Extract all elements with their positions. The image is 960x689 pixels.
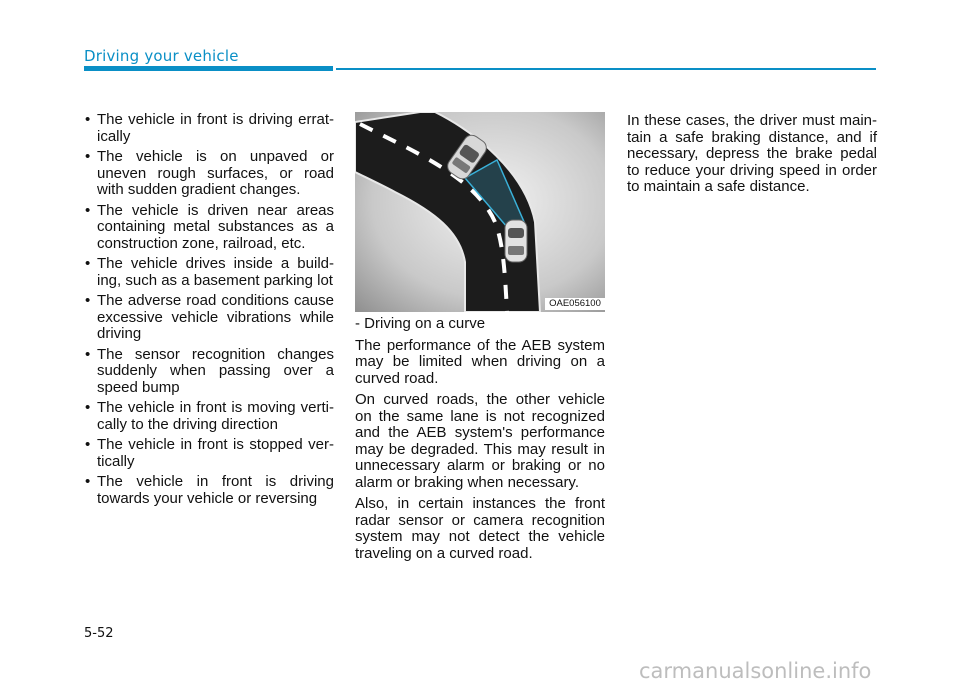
watermark: carmanualsonline.info bbox=[639, 659, 872, 683]
column-middle bbox=[355, 316, 605, 567]
list-item: • The vehicle drives inside a build-ing, such as a basement parking lot bbox=[84, 256, 334, 289]
column-left bbox=[84, 112, 334, 511]
page-number: 5-52 bbox=[84, 626, 114, 641]
subheading: - Driving on a curve bbox=[355, 315, 486, 332]
bullet-list bbox=[84, 112, 334, 507]
list-item: • The vehicle in front is stopped ver-tically bbox=[84, 437, 334, 470]
list-item: • The sensor recognition changes suddenly when passing over a speed bump bbox=[84, 347, 334, 397]
figure-code: OAE056100 bbox=[545, 298, 605, 310]
column-right bbox=[627, 113, 877, 201]
paragraph: The performance of the AEB system may be limited when driving on a curved road. bbox=[355, 336, 605, 387]
curve-road-svg bbox=[355, 112, 605, 312]
list-item: • The adverse road conditions cause excessive vehicle vibrations while driving bbox=[84, 293, 334, 343]
list-item: • The vehicle in front is driving errat-ically bbox=[84, 112, 334, 145]
list-item: • The vehicle in front is moving verti-cally to the driving direction bbox=[84, 400, 334, 433]
list-item: • The vehicle is driven near areas containing metal substances as a construction zone, railroad, etc. bbox=[84, 203, 334, 253]
paragraph: In these cases, the driver must main-tain a safe braking distance, and if necessary, depress the brake pedal to reduce your driving speed in order to maintain a safe distance. bbox=[627, 112, 877, 195]
list-item: • The vehicle in front is driving towards your vehicle or reversing bbox=[84, 474, 334, 507]
header-rule-thin bbox=[336, 68, 876, 70]
own-vehicle-icon bbox=[505, 220, 527, 262]
header-rule-thick bbox=[84, 66, 333, 71]
list-item: • The vehicle is on unpaved or uneven rough surfaces, or road with sudden gradient changes. bbox=[84, 149, 334, 199]
section-title: Driving your vehicle bbox=[84, 47, 239, 65]
paragraph: On curved roads, the other vehicle on the same lane is not recognized and the AEB system's performance may be degraded. This may result in unnecessary alarm or braking or no alarm or braking when necessary. bbox=[355, 391, 605, 491]
curve-road-illustration bbox=[355, 112, 605, 312]
paragraph: Also, in certain instances the front radar sensor or camera recognition system may not detect the vehicle traveling on a curved road. bbox=[355, 495, 605, 562]
